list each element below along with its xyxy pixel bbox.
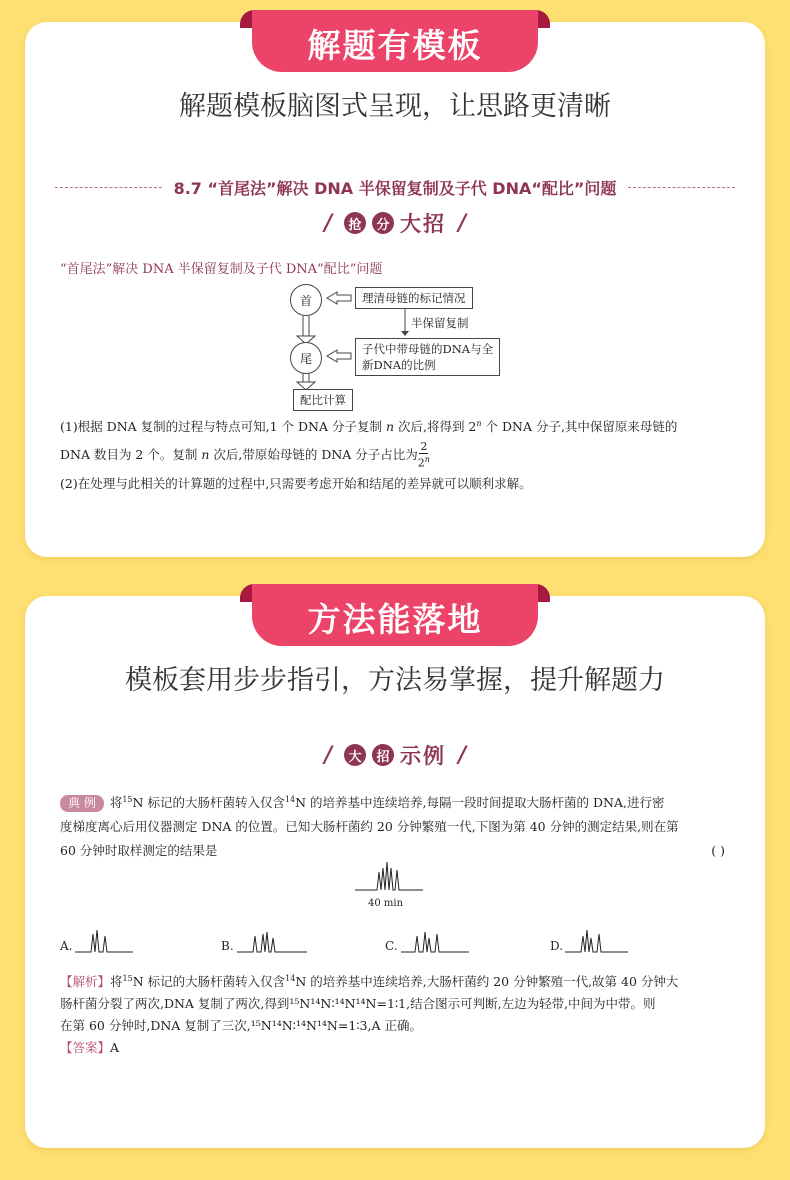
- badge-row: / 抢 分 大招 /: [323, 210, 467, 236]
- badge-circle: 招: [372, 744, 394, 766]
- content-heading: “首尾法”解决 DNA 半保留复制及子代 DNA“配比”问题: [60, 262, 383, 277]
- answer-value: A: [110, 1040, 120, 1056]
- example-tag: 典 例: [60, 795, 104, 812]
- answer-tag: 【答案】: [60, 1040, 111, 1056]
- badge-word: 大招: [400, 211, 446, 236]
- tab-title: 解题有模板: [252, 10, 538, 72]
- card-subtitle: 解题模板脑图式呈现，让思路更清晰: [179, 91, 611, 122]
- graph-40min: [355, 858, 425, 898]
- paragraph-2: (2)在处理与此相关的计算题的过程中,只需要考虑开始和结尾的差异就可以顺利求解。: [60, 475, 532, 491]
- answer-bracket: ( ): [711, 843, 725, 859]
- template-card: [25, 22, 765, 557]
- flow-middle-label: 半保留复制: [411, 316, 469, 330]
- badge-circle: 抢: [344, 212, 366, 234]
- option-a-graph: [75, 928, 135, 958]
- tab-title: 方法能落地: [252, 584, 538, 646]
- paragraph-1: (1)根据 DNA 复制的过程与特点可知,1 个 DNA 分子复制 n 次后,将得到 2$^n$ 个 DNA 分子,其中保留原来母链的 DNA 数目为 2 个。复制 n 次后,带原始母链的 DNA 分子占比为 $\frac{2}{2^n}$ (2)在处理与此相关的计算题的过程中,只需要考虑开始和结尾的差异就可以顺利求解。: [60, 410, 735, 498]
- flow-tail-node: 尾: [290, 342, 322, 374]
- option-b-graph: [237, 928, 309, 958]
- card-subtitle: 模板套用步步指引，方法易掌握，提升解题力: [125, 665, 665, 696]
- option-b-label: B.: [221, 939, 234, 953]
- option-d-graph: [565, 928, 630, 958]
- badge-circle: 分: [372, 212, 394, 234]
- graph-label: 40 min: [368, 898, 404, 909]
- option-c-graph: [401, 928, 471, 958]
- option-c-label: C.: [385, 939, 398, 953]
- flow-box-mother-strand: 理清母链的标记情况: [355, 287, 473, 309]
- badge-circle: 大: [344, 744, 366, 766]
- analysis-tag: 【解析】: [60, 974, 111, 990]
- option-d-label: D.: [550, 939, 564, 953]
- method-card: [25, 596, 765, 1148]
- badge-word: 示例: [400, 743, 446, 768]
- flow-box-calc: 配比计算: [293, 389, 353, 411]
- flow-head-node: 首: [290, 284, 322, 316]
- analysis: 【解析】将$^{15}$N 标记的大肠杆菌转入仅含$^{14}$N 的培养基中连续培养,大肠杆菌约 20 分钟繁殖一代,故第 40 分钟大 肠杆菌分裂了两次,DNA 复制了两次,得到¹⁵N¹⁴N∶¹⁴N¹⁴N=1∶1,结合图示可判断,左边为轻带,中间为中带。则 在第 60 分钟时,DNA 复制了三次,¹⁵N¹⁴N∶¹⁴N¹⁴N=1∶3,A 正确。 【答案】A: [60, 974, 679, 1056]
- section-title: 8.7 “首尾法”解决 DNA 半保留复制及子代 DNA“配比”问题: [55, 176, 735, 199]
- fraction: $\frac{2}{2^n}$: [417, 440, 430, 470]
- example-question: 典 例 将$^{15}$N 标记的大肠杆菌转入仅含$^{14}$N 的培养基中连续培养,每隔一段时间提取大肠杆菌的 DNA,进行密 度梯度离心后用仪器测定 DNA 的位置。已知大肠杆菌约 20 分钟繁殖一代,下图为第 40 分钟的测定结果,则在第 60 分钟时取样测定的结果是 ( ): [60, 788, 735, 863]
- badge-row: / 大 招 示例 /: [323, 742, 467, 768]
- option-a-label: A.: [60, 939, 73, 953]
- flow-box-ratio: 子代中带母链的DNA与全 新DNA的比例: [355, 338, 500, 376]
- card-tab: [240, 584, 550, 652]
